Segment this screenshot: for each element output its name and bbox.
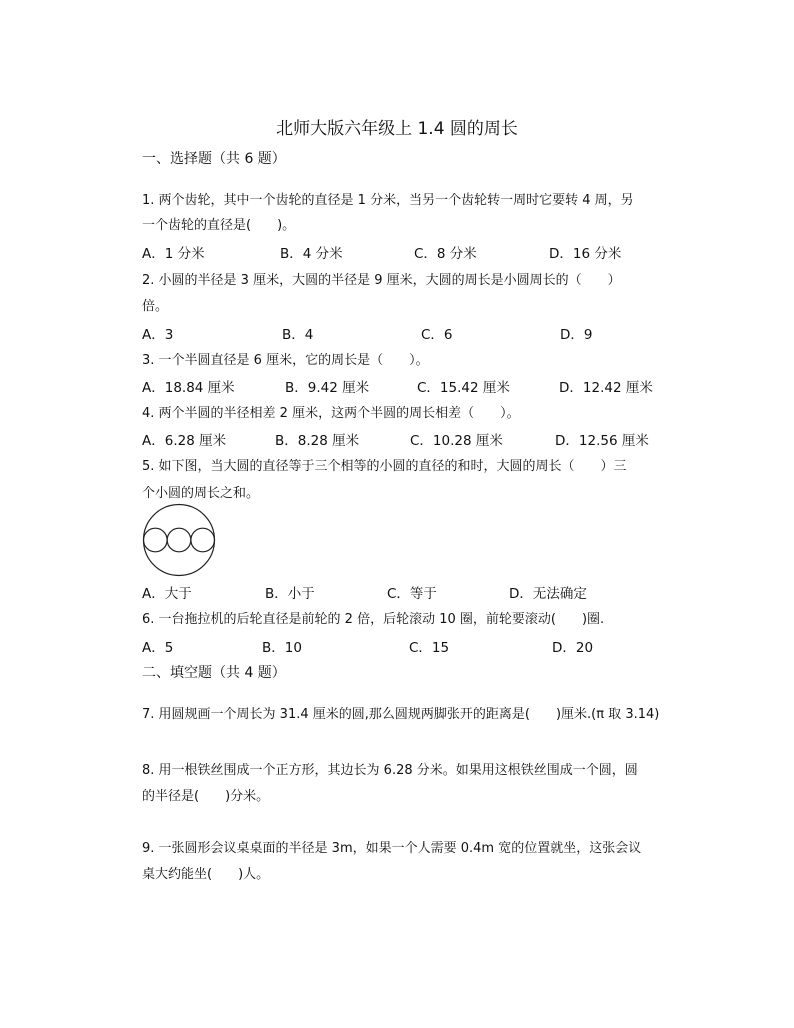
question-2-text: 2. 小圆的半径是 3 厘米，大圆的半径是 9 厘米，大圆的周长是小圆周长的（ ） [142, 273, 621, 288]
question-6-text: 6. 一台拖拉机的后轮直径是前轮的 2 倍，后轮滚动 10 圈，前轮要滚动( )圈. [142, 612, 605, 627]
question-3-option-a: A．18.84 厘米 [142, 380, 235, 396]
question-2-option-c: C．6 [421, 327, 453, 343]
question-3-option-c: C．15.42 厘米 [417, 380, 510, 396]
question-8-text: 8. 用一根铁丝围成一个正方形，其边长为 6.28 分米。如果用这根铁丝围成一个圆，圆 [142, 763, 638, 778]
circles-figure [142, 503, 216, 577]
section-heading-fill: 二、填空题（共 4 题） [142, 665, 286, 681]
question-3-option-b: B．9.42 厘米 [285, 380, 370, 396]
question-5-text: 5. 如下图，当大圆的直径等于三个相等的小圆的直径的和时，大圆的周长（ ）三 [142, 459, 627, 474]
question-1-option-b: B．4 分米 [280, 246, 343, 262]
question-6-option-d: D．20 [552, 640, 594, 656]
small-circle-left [144, 528, 168, 552]
question-4-option-a: A．6.28 厘米 [142, 433, 227, 449]
page-title: 北师大版六年级上 1.4 圆的周长 [276, 119, 518, 139]
question-1-option-c: C．8 分米 [414, 246, 477, 262]
question-4-text: 4. 两个半圆的半径相差 2 厘米，这两个半圆的周长相差（ ）。 [142, 406, 520, 421]
question-4-option-b: B．8.28 厘米 [275, 433, 360, 449]
large-circle [144, 505, 215, 576]
small-circle-right [191, 528, 215, 552]
question-9-text: 9. 一张圆形会议桌桌面的半径是 3m，如果一个人需要 0.4m 宽的位置就坐，这张会议 [142, 841, 642, 856]
question-1-option-d: D．16 分米 [549, 246, 622, 262]
question-1-text: 1. 两个齿轮，其中一个齿轮的直径是 1 分米，当另一个齿轮转一周时它要转 4 周，另 [142, 193, 634, 208]
question-5-option-b: B．小于 [265, 586, 315, 602]
question-7-text: 7. 用圆规画一个周长为 31.4 厘米的圆,那么圆规两脚张开的距离是( )厘米.(π 取 3.14) [142, 707, 660, 722]
question-5-option-a: A．大于 [142, 586, 192, 602]
question-5-option-d: D．无法确定 [509, 586, 587, 602]
question-1-option-a: A．1 分米 [142, 246, 205, 262]
question-3-option-d: D．12.42 厘米 [559, 380, 653, 396]
small-circle-middle [167, 528, 191, 552]
question-4-option-c: C．10.28 厘米 [410, 433, 503, 449]
question-4-option-d: D．12.56 厘米 [555, 433, 649, 449]
question-2-option-a: A．3 [142, 327, 174, 343]
section-heading-choice: 一、选择题（共 6 题） [142, 151, 286, 167]
question-2-option-b: B．4 [282, 327, 314, 343]
question-6-option-a: A．5 [142, 640, 174, 656]
question-5-option-c: C．等于 [387, 586, 437, 602]
question-2-text-cont: 倍。 [142, 299, 169, 314]
question-8-text-cont: 的半径是( )分米。 [142, 789, 270, 804]
question-5-text-cont: 个小圆的周长之和。 [142, 486, 260, 501]
question-2-option-d: D．9 [560, 327, 593, 343]
question-6-option-b: B．10 [262, 640, 302, 656]
question-9-text-cont: 桌大约能坐( )人。 [142, 867, 270, 882]
question-3-text: 3. 一个半圆直径是 6 厘米，它的周长是（ ）。 [142, 353, 429, 368]
question-1-text-cont: 一个齿轮的直径是( )。 [142, 218, 296, 233]
question-6-option-c: C．15 [409, 640, 450, 656]
